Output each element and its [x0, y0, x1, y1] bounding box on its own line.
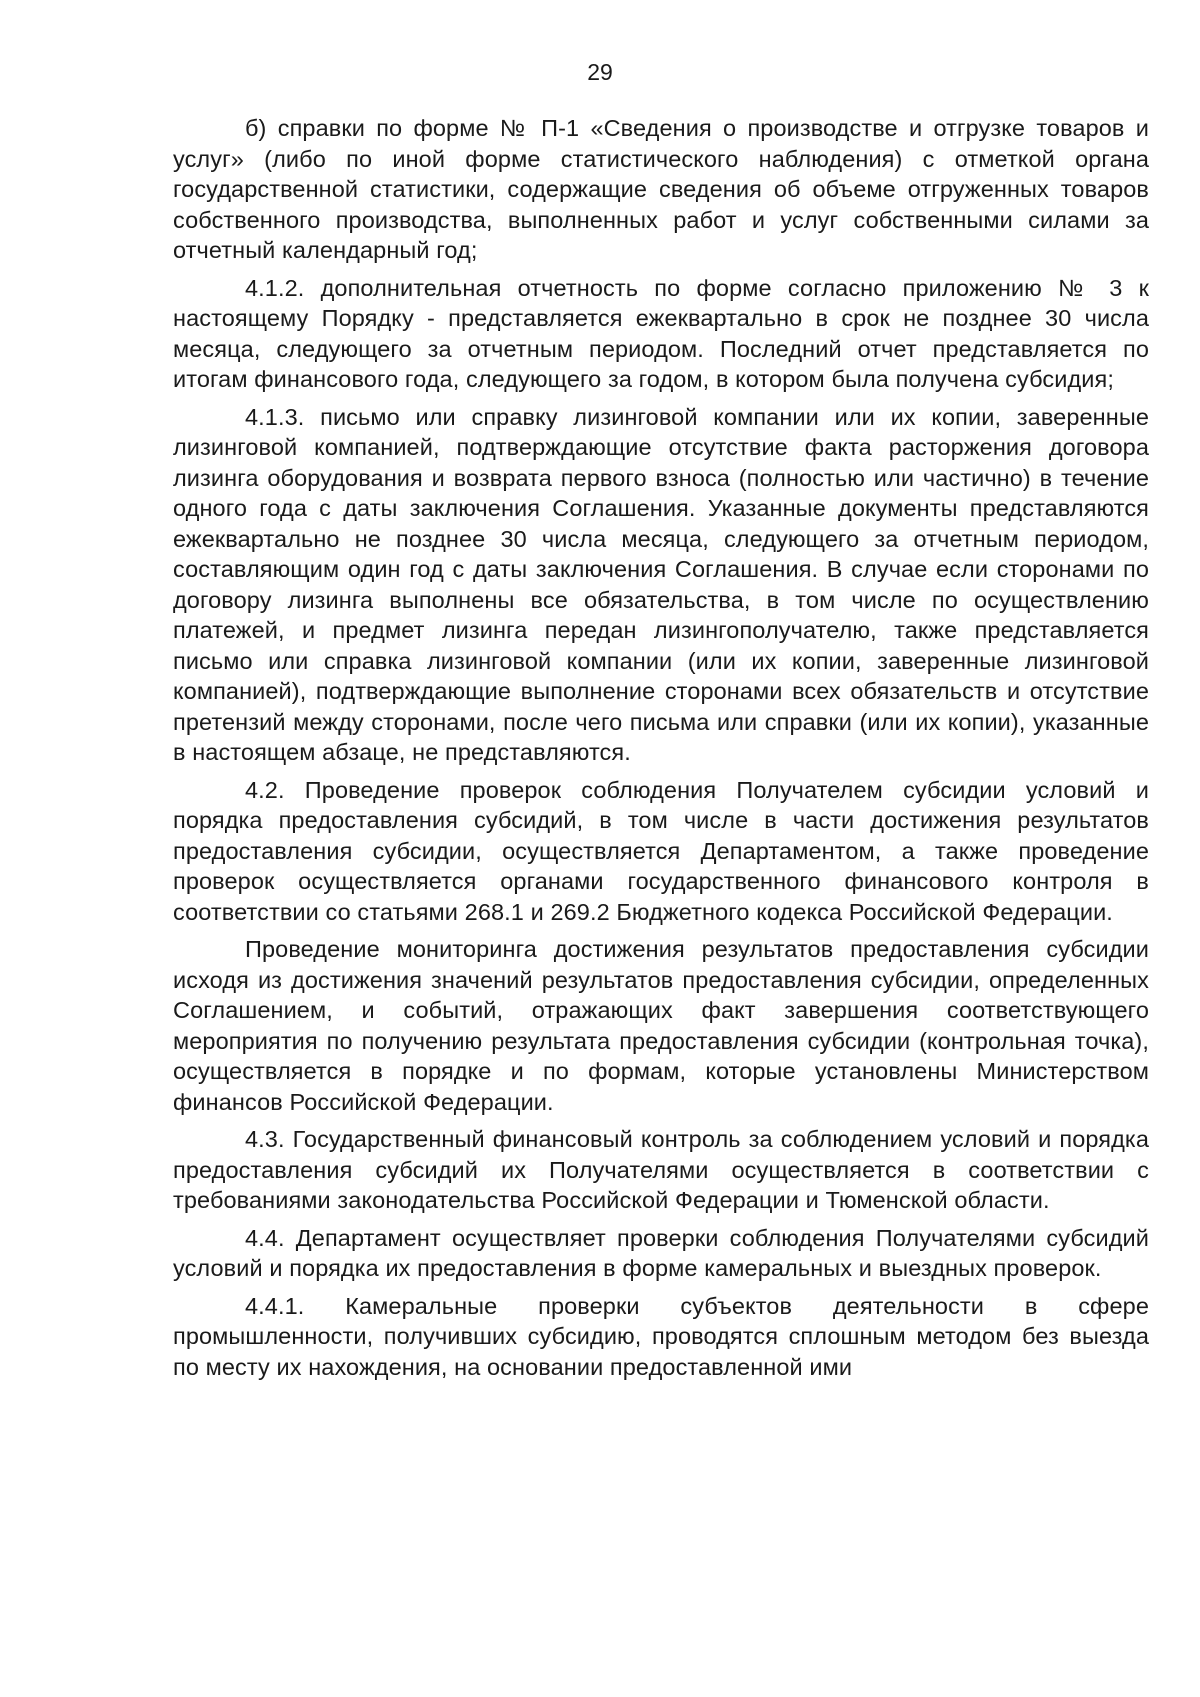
- paragraph-4-1-2: 4.1.2. дополнительная отчетность по форме согласно приложению № 3 к настоящему Порядку - представляется ежеквартально в срок не позднее 30 числа месяца, следующего за отчетным периодом. Последний отчет представляется по итогам финансового года, следующего за годом, в котором была получена субсидия;: [173, 274, 1149, 392]
- document-body: [173, 113, 1149, 1389]
- paragraph-4-1-3: 4.1.3. письмо или справку лизинговой компании или их копии, заверенные лизинговой компанией, подтверждающие отсутствие факта расторжения договора лизинга оборудования и возврата первого взноса (полностью или частично) в течение одного года с даты заключения Соглашения. Указанные документы представляются ежеквартально не позднее 30 числа месяца, следующего за отчетным периодом, составляющим один год с даты заключения Соглашения. В случае если сторонами по договору лизинга выполнены все обязательства, в том числе по осуществлению платежей, и предмет лизинга передан лизингополучателю, также представляется письмо или справка лизинговой компании (или их копии, заверенные лизинговой компанией), подтверждающие выполнение сторонами всех обязательств и отсутствие претензий между сторонами, после чего письма или справки (или их копии), указанные в настоящем абзаце, не представляются.: [173, 403, 1149, 765]
- page-number: 29: [587, 59, 613, 85]
- paragraph-monitoring: Проведение мониторинга достижения результатов предоставления субсидии исходя из достижения значений результатов предоставления субсидии, определенных Соглашением, и событий, отражающих факт завершения соответствующего мероприятия по получению результата предоставления субсидии (контрольная точка), осуществляется в порядке и по формам, которые установлены Министерством финансов Российской Федерации.: [173, 936, 1149, 1115]
- paragraph-4-2: 4.2. Проведение проверок соблюдения Получателем субсидии условий и порядка предоставления субсидий, в том числе в части достижения результатов предоставления субсидии, осуществляется Департаментом, а также проведение проверок осуществляется органами государственного финансового контроля в соответствии со статьями 268.1 и 269.2 Бюджетного кодекса Российской Федерации.: [173, 776, 1149, 925]
- paragraph-4-3: 4.3. Государственный финансовый контроль за соблюдением условий и порядка предоставления субсидий их Получателями осуществляется в соответствии с требованиями законодательства Российской Федерации и Тюменской области.: [173, 1126, 1149, 1213]
- paragraph-statistics-reference: б) справки по форме № П-1 «Сведения о производстве и отгрузке товаров и услуг» (либо по иной форме статистического наблюдения) с отметкой органа государственной статистики, содержащие сведения об объеме отгруженных товаров собственного производства, выполненных работ и услуг собственными силами за отчетный календарный год;: [173, 115, 1149, 263]
- paragraph-4-4-1: 4.4.1. Камеральные проверки субъектов деятельности в сфере промышленности, получивших субсидию, проводятся сплошным методом без выезда по месту их нахождения, на основании предоставленной ими: [173, 1292, 1149, 1380]
- paragraph-4-4: 4.4. Департамент осуществляет проверки соблюдения Получателями субсидий условий и порядка их предоставления в форме камеральных и выездных проверок.: [173, 1224, 1149, 1281]
